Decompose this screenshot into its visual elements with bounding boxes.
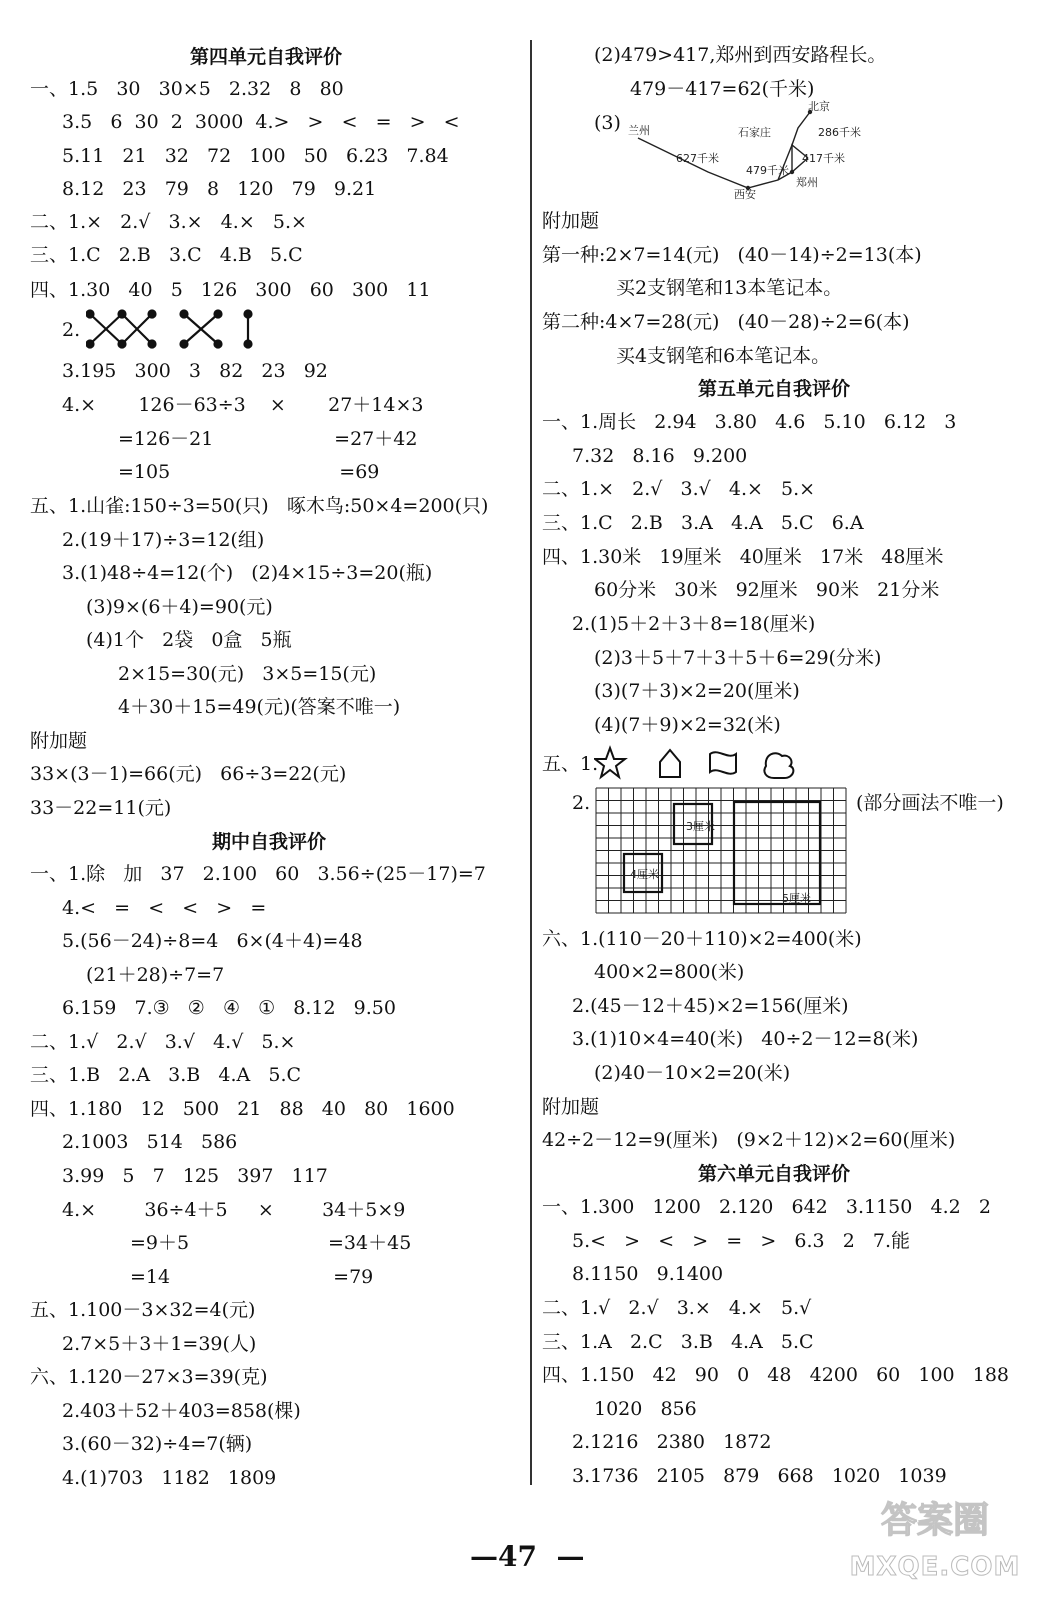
answer-line: 4.< = < < > = <box>62 897 267 919</box>
watermark-logo: 答案圈 <box>880 1500 989 1541</box>
answer-line: (2)479>417,郑州到西安路程长。 <box>594 44 887 66</box>
map-city-label: 石家庄 <box>738 126 771 139</box>
answer-line: 2.(1)5＋2＋3＋8=18(厘米) <box>572 613 816 635</box>
answer-line: (3)(7＋3)×2=20(厘米) <box>594 680 800 702</box>
answer-line: 3.99 5 7 125 397 117 <box>62 1165 328 1187</box>
answer-line: 附加题 <box>542 210 600 232</box>
answer-line: 3.(1)48÷4=12(个) (2)4×15÷3=20(瓶) <box>62 562 433 584</box>
answer-line: 33－22=11(元) <box>30 797 172 819</box>
answer-line: 2. <box>572 792 591 814</box>
answer-line: 二、1.√ 2.√ 3.× 4.× 5.√ <box>542 1297 812 1319</box>
answer-line: 一、1.300 1200 2.120 642 3.1150 4.2 2 <box>542 1196 991 1218</box>
answer-line: 三、1.C 2.B 3.C 4.B 5.C <box>30 244 303 266</box>
answer-line: 五、1.山雀:150÷3=50(只) 啄木鸟:50×4=200(只) <box>30 495 489 517</box>
answer-line: =105 =69 <box>118 461 380 483</box>
answer-line: 3.(1)10×4=40(米) 40÷2－12=8(米) <box>572 1028 919 1050</box>
section-title: 第四单元自我评价 <box>190 46 343 68</box>
answer-line: 8.12 23 79 8 120 79 9.21 <box>62 178 377 200</box>
answer-line: 第一种:2×7=14(元) (40－14)÷2=13(本) <box>542 244 922 266</box>
answer-line: 4.× 36÷4＋5 × 34＋5×9 <box>62 1199 406 1221</box>
section-title: 第六单元自我评价 <box>698 1163 851 1185</box>
answer-line: 附加题 <box>30 730 88 752</box>
answer-line: 3.1736 2105 879 668 1020 1039 <box>572 1465 947 1487</box>
answer-line: 二、1.√ 2.√ 3.√ 4.√ 5.× <box>30 1031 296 1053</box>
answer-line: 一、1.5 30 30×5 2.32 8 80 <box>30 78 344 100</box>
answer-line: 5.< > < > = > 6.3 2 7.能 <box>572 1230 911 1252</box>
answer-line: =9＋5 =34＋45 <box>130 1232 412 1254</box>
answer-line: 一、1.除 加 37 2.100 60 3.56÷(25－17)=7 <box>30 863 486 885</box>
answer-line: 42÷2－12=9(厘米) (9×2＋12)×2=60(厘米) <box>542 1129 956 1151</box>
map-distance-label: 417千米 <box>802 152 845 165</box>
answer-line: (21＋28)÷7=7 <box>86 964 225 986</box>
answer-line: 四、1.180 12 500 21 88 40 80 1600 <box>30 1098 455 1120</box>
page-number: —47 — <box>470 1540 585 1573</box>
answer-line: (2)3＋5＋7＋3＋5＋6=29(分米) <box>594 647 882 669</box>
grid-label: 4厘米 <box>630 868 659 881</box>
shapes-figure <box>594 744 834 784</box>
grid-label: 3厘米 <box>686 820 715 833</box>
answer-line: 六、1.(110－20＋110)×2=400(米) <box>542 928 862 950</box>
flag-icon <box>710 752 736 773</box>
answer-line: 一、1.周长 2.94 3.80 4.6 5.10 6.12 3 <box>542 411 957 433</box>
answer-line: 3.195 300 3 82 23 92 <box>62 360 328 382</box>
matching-lines-figure <box>86 308 266 352</box>
watermark-url: MXQE.COM <box>849 1552 1021 1582</box>
answer-line: 六、1.120－27×3=39(克) <box>30 1366 268 1388</box>
answer-line: (4)(7＋9)×2=32(米) <box>594 714 781 736</box>
map-city-label: 西安 <box>734 188 756 200</box>
answer-line: 5.(56－24)÷8=4 6×(4＋4)=48 <box>62 930 363 952</box>
answer-line: 二、1.× 2.√ 3.× 4.× 5.× <box>30 211 307 233</box>
map-city-label: 郑州 <box>796 176 818 189</box>
answer-line: 2.7×5＋3＋1=39(人) <box>62 1333 257 1355</box>
answer-line: 33×(3－1)=66(元) 66÷3=22(元) <box>30 763 347 785</box>
section-title: 期中自我评价 <box>212 831 327 853</box>
answer-line: 2.403＋52＋403=858(棵) <box>62 1400 301 1422</box>
answer-line: 3.5 6 30 2 3000 4.> > < = > < <box>62 111 460 133</box>
answer-line: 2×15=30(元) 3×5=15(元) <box>118 663 377 685</box>
answer-line: (4)1个 2袋 0盒 5瓶 <box>86 629 292 651</box>
answer-line: (3)9×(6＋4)=90(元) <box>86 596 273 618</box>
answer-line: 4.(1)703 1182 1809 <box>62 1467 277 1489</box>
answer-line: 60分米 30米 92厘米 90米 21分米 <box>594 579 940 601</box>
answer-line: 买2支钢笔和13本笔记本。 <box>616 277 843 299</box>
answer-line: 2.(45－12＋45)×2=156(厘米) <box>572 995 849 1017</box>
map-city-label: 兰州 <box>628 124 650 137</box>
map-distance-label: 286千米 <box>818 126 861 139</box>
watermark <box>840 1492 1030 1592</box>
answer-line: =14 =79 <box>130 1266 374 1288</box>
answer-line: 8.1150 9.1400 <box>572 1263 724 1285</box>
answer-line: 7.32 8.16 9.200 <box>572 445 748 467</box>
answer-line: 买4支钢笔和6本笔记本。 <box>616 345 831 367</box>
answer-line: 4＋30＋15=49(元)(答案不唯一) <box>118 696 401 718</box>
answer-line: 400×2=800(米) <box>594 961 745 983</box>
answer-line: 四、1.30 40 5 126 300 60 300 11 <box>30 279 431 301</box>
answer-line: 1020 856 <box>594 1398 697 1420</box>
answer-line: 2.(19＋17)÷3=12(组) <box>62 529 265 551</box>
answer-line: 6.159 7.③ ② ④ ① 8.12 9.50 <box>62 997 396 1019</box>
answer-line: 二、1.× 2.√ 3.√ 4.× 5.× <box>542 478 816 500</box>
answer-line: 附加题 <box>542 1096 600 1118</box>
section-title: 第五单元自我评价 <box>698 378 851 400</box>
answer-line: 2.1003 514 586 <box>62 1131 238 1153</box>
house-icon <box>660 750 680 777</box>
map-city-label: 北京 <box>808 100 830 113</box>
answer-line: 2. <box>62 319 81 341</box>
grid-drawing-figure <box>594 786 854 916</box>
answer-note: (部分画法不唯一) <box>856 792 1004 814</box>
answer-line: 479－417=62(千米) <box>630 78 815 100</box>
answer-line: 第二种:4×7=28(元) (40－28)÷2=6(本) <box>542 311 910 333</box>
answer-line: 五、1.100－3×32=4(元) <box>30 1299 256 1321</box>
map-distance-label: 627千米 <box>676 152 719 165</box>
answer-line: (2)40－10×2=20(米) <box>594 1062 791 1084</box>
answer-line: 三、1.A 2.C 3.B 4.A 5.C <box>542 1331 814 1353</box>
answer-line: 三、1.B 2.A 3.B 4.A 5.C <box>30 1064 302 1086</box>
answer-line: 四、1.30米 19厘米 40厘米 17米 48厘米 <box>542 546 944 568</box>
answer-line: (3) <box>594 112 621 134</box>
duck-icon <box>764 753 793 778</box>
answer-line: 三、1.C 2.B 3.A 4.A 5.C 6.A <box>542 512 864 534</box>
answer-line: 5.11 21 32 72 100 50 6.23 7.84 <box>62 145 449 167</box>
answer-line: 四、1.150 42 90 0 48 4200 60 100 188 <box>542 1364 1010 1386</box>
column-divider <box>530 40 532 1485</box>
answer-line: 五、1. <box>542 753 599 775</box>
map-distance-label: 479千米 <box>746 164 789 177</box>
star-icon <box>595 748 625 777</box>
answer-line: 4.× 126－63÷3 × 27＋14×3 <box>62 394 424 416</box>
grid-label: 5厘米 <box>782 892 811 905</box>
route-map-figure <box>628 100 868 200</box>
answer-line: =126－21 =27＋42 <box>118 428 418 450</box>
answer-line: 2.1216 2380 1872 <box>572 1431 772 1453</box>
answer-line: 3.(60－32)÷4=7(辆) <box>62 1433 253 1455</box>
